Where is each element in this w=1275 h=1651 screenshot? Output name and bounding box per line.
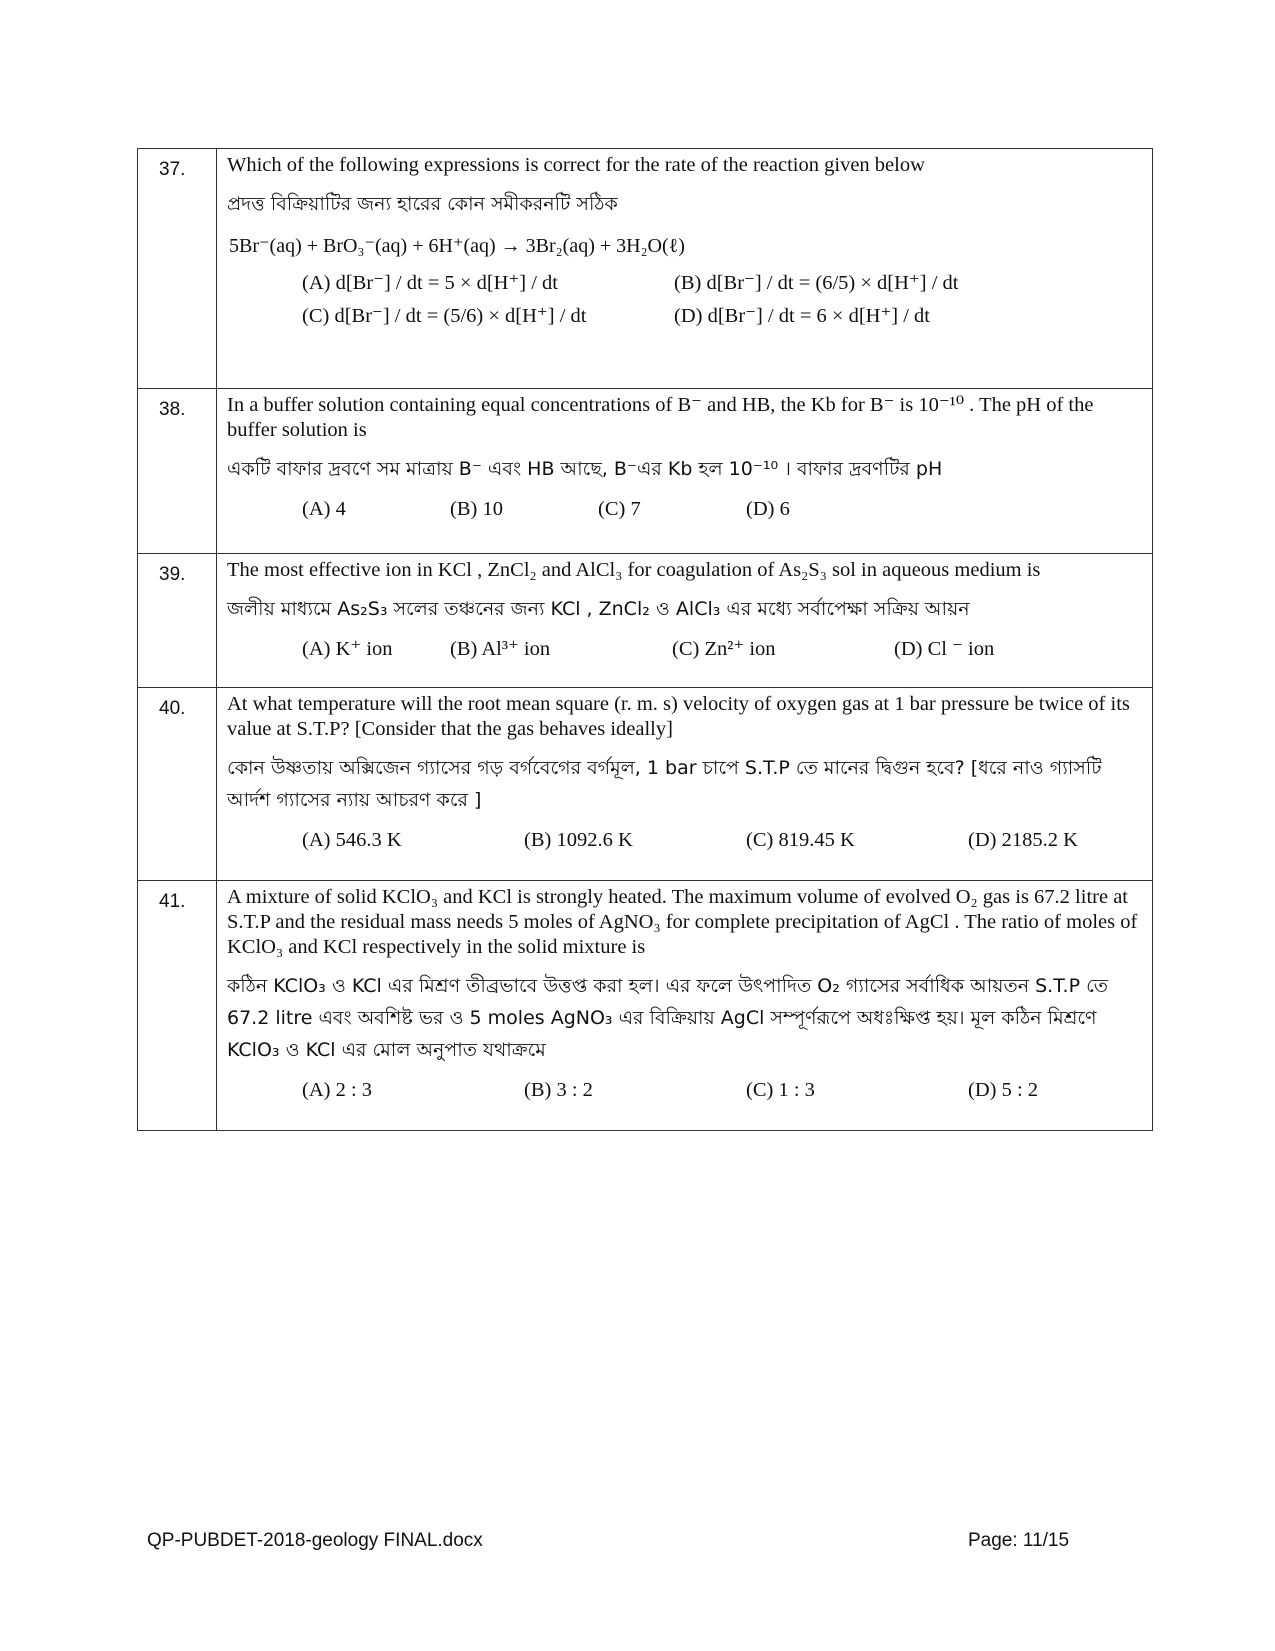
question-row <box>138 881 1153 1131</box>
question-number: 40. <box>138 688 217 881</box>
option-c[interactable]: (C) 819.45 K <box>746 829 855 851</box>
option-d[interactable]: (D) 2185.2 K <box>968 829 1078 851</box>
option-a[interactable]: (A) d[Br⁻] / dt = 5 × d[H⁺] / dt <box>302 272 558 294</box>
option-b[interactable]: (B) Al³⁺ ion <box>450 638 551 660</box>
option-b[interactable]: (B) 10 <box>450 498 503 520</box>
option-b[interactable]: (B) 1092.6 K <box>524 829 633 851</box>
question-number: 41. <box>138 881 217 1131</box>
option-d[interactable]: (D) 5 : 2 <box>968 1079 1039 1101</box>
question-number: 37. <box>138 149 217 389</box>
question-row <box>138 389 1153 554</box>
question-row <box>138 688 1153 881</box>
reaction-equation: 5Br⁻(aq) + BrO₃⁻(aq) + 6H⁺(aq) → 3Br₂(aq) + 3H₂O(ℓ) <box>229 235 685 257</box>
question-text-bengali: একটি বাফার দ্রবণে সম মাত্রায় B⁻ এবং HB আছে, B⁻এর Kb হল 10⁻¹⁰ । বাফার দ্রবণটির pH <box>227 458 943 480</box>
question-body <box>217 389 1153 554</box>
option-b[interactable]: (B) 3 : 2 <box>524 1079 593 1101</box>
question-row <box>138 554 1153 688</box>
option-a[interactable]: (A) K⁺ ion <box>302 638 393 660</box>
question-text-english: A mixture of solid KClO₃ and KCl is strongly heated. The maximum volume of evolved O₂ gas is 67.2 litre at S.T.P and the residual mass needs 5 moles of AgNO₃ for complete precipitation of AgCl . The ratio of moles of KClO₃ and KCl respectively in the solid mixture is <box>227 886 1138 958</box>
question-row <box>138 149 1153 389</box>
options <box>302 497 1142 522</box>
options <box>302 1078 1142 1103</box>
question-number: 38. <box>138 389 217 554</box>
question-text-english: At what temperature will the root mean square (r. m. s) velocity of oxygen gas at 1 bar pressure be twice of its value at S.T.P? [Consider that the gas behaves ideally] <box>227 693 1130 740</box>
question-text-bengali: প্রদত্ত বিক্রিয়াটির জন্য হারের কোন সমীকরনটি সঠিক <box>227 193 618 215</box>
option-c[interactable]: (C) Zn²⁺ ion <box>672 638 776 660</box>
question-text-english: Which of the following expressions is correct for the rate of the reaction given below <box>227 154 925 176</box>
options <box>302 637 1142 662</box>
option-d[interactable]: (D) d[Br⁻] / dt = 6 × d[H⁺] / dt <box>674 305 930 327</box>
footer-page-number: Page: 11/15 <box>968 1530 1070 1551</box>
option-a[interactable]: (A) 4 <box>302 498 346 520</box>
question-number: 39. <box>138 554 217 688</box>
option-d[interactable]: (D) Cl ⁻ ion <box>894 638 995 660</box>
option-c[interactable]: (C) 7 <box>598 498 641 520</box>
question-body <box>217 688 1153 881</box>
question-text-english: The most effective ion in KCl , ZnCl₂ and AlCl₃ for coagulation of As₂S₃ sol in aqueous medium is <box>227 559 1041 581</box>
question-text-bengali: কঠিন KClO₃ ও KCl এর মিশ্রণ তীব্রভাবে উত্তপ্ত করা হল। এর ফলে উৎপাদিত O₂ গ্যাসের সর্বাধিক আয়তন S.T.P তে 67.2 litre এবং অবশিষ্ট ভর ও 5 moles AgNO₃ এর বিক্রিয়ায় AgCl সম্পূর্ণরূপে অধঃক্ষিপ্ত হয়। মূল কঠিন মিশ্রণে KClO₃ ও KCl এর মোল অনুপাত যথাক্রমে <box>227 975 1109 1061</box>
footer-filename: QP-PUBDET-2018-geology FINAL.docx <box>147 1530 483 1551</box>
option-d[interactable]: (D) 6 <box>746 498 790 520</box>
option-c[interactable]: (C) 1 : 3 <box>746 1079 815 1101</box>
option-c[interactable]: (C) d[Br⁻] / dt = (5/6) × d[H⁺] / dt <box>302 305 587 327</box>
option-a[interactable]: (A) 2 : 3 <box>302 1079 373 1101</box>
question-text-english: In a buffer solution containing equal concentrations of B⁻ and HB, the Kb for B⁻ is 10⁻¹⁰ . The pH of the buffer solution is <box>227 394 1094 441</box>
options <box>302 828 1142 853</box>
option-b[interactable]: (B) d[Br⁻] / dt = (6/5) × d[H⁺] / dt <box>674 272 959 294</box>
question-text-bengali: জলীয় মাধ্যমে As₂S₃ সলের তঞ্চনের জন্য KCl , ZnCl₂ ও AlCl₃ এর মধ্যে সর্বাপেক্ষা সক্রিয় আয়ন <box>227 598 970 620</box>
question-body <box>217 881 1153 1131</box>
question-table <box>137 148 1153 1131</box>
options <box>302 271 1142 329</box>
question-body <box>217 554 1153 688</box>
question-body <box>217 149 1153 389</box>
option-a[interactable]: (A) 546.3 K <box>302 829 402 851</box>
question-text-bengali: কোন উষ্ণতায় অক্সিজেন গ্যাসের গড় বর্গবেগের বর্গমূল, 1 bar চাপে S.T.P তে মানের দ্বিগুন হবে? [ধরে নাও গ্যাসটি আর্দশ গ্যাসের ন্যায় আচরণ করে ] <box>227 757 1102 811</box>
